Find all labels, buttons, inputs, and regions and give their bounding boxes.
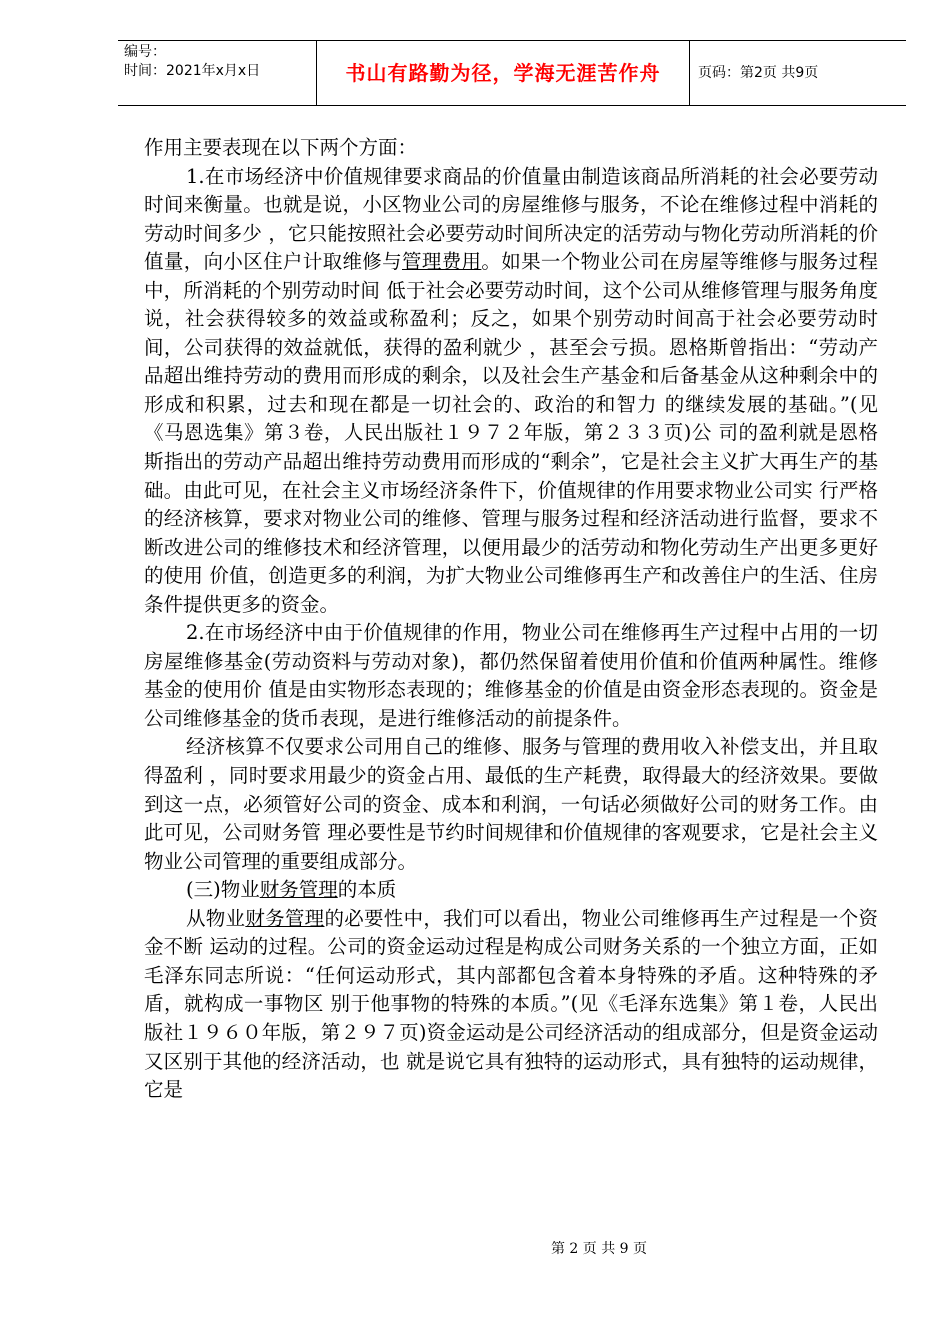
text-run: 。如果一个物业公司在房屋等维修与服务过程中，所消耗的个别劳动时间 低于社会必要劳动时间，这个公司从维修管理与服务角度说，社会获得较多的效益或称盈利；反之，如果个别劳动时间高于社会必要劳动时间，公司获得的效益就低，获得的盈利就少 ，甚至会亏损。恩格斯曾指出：“劳动产品超出维持劳动的费用而形成的剩余，以及社会生产基金和后备基金从这种剩余中的形成和积累，过去和现在都是一切社会的、政治的和智力 的继续发展的基础。”(见《马恩选集》第３卷，人民出版社１９７２年版，第２３３页)公 司的盈利就是恩格斯指出的劳动产品超出维持劳动费用而形成的“剩余”，它是社会主义扩大再生产的基础。由此可见，在社会主义市场经济条件下，价值规律的作用要求物业公司实 行严格的经济核算，要求对物业公司的维修、管理与服务过程和经济活动进行监督，要求不断改进公司的维修技术和经济管理，以便用最少的活劳动和物化劳动生产出更多更好的使用 价值，创造更多的利润，为扩大物业公司维修再生产和改善住户的生活、住房条件提供更多的资金。 (144, 250, 878, 616)
header-page-info: 页码：第2页 共9页 (698, 65, 819, 81)
paragraph-point-1 (144, 163, 878, 620)
text-run: 从物业 (186, 906, 246, 930)
link-management-fees[interactable]: 管理费用 (402, 250, 482, 274)
header-motto: 书山有路勤为径，学海无涯苦作舟 (316, 41, 690, 105)
paragraph-intro: 作用主要表现在以下两个方面： (144, 136, 418, 159)
text-run: 的本质 (337, 878, 397, 902)
page-footer: 第 2 页 共 9 页 (550, 1241, 648, 1257)
link-financial-management[interactable]: 财务管理 (259, 878, 338, 902)
time-label: 时间：2021年x月x日 (124, 63, 261, 79)
text-run: 1.在市场经济中价值规律要求商品的价值量由制造该商品所消耗的社会必要劳动时间来衡量。也就是说，小区物业公司的房屋维修与服务，不论在维修过程中消耗的劳动时间多少 ，它只能按照社会必要劳动时间所决定的活劳动与物化劳动所消耗的价值量，向小区住户计取维修与 (144, 164, 878, 274)
serial-number-label: 编号： (124, 44, 166, 60)
text-run: 的必要性中，我们可以看出，物业公司维修再生产过程是一个资金不断 运动的过程。公司的资金运动过程是构成公司财务关系的一个独立方面，正如毛泽东同志所说：“任何运动形式，其内部都包含着本身特殊的矛盾。这种特殊的矛盾，就构成一事物区 别于他事物的特殊的本质。”(见《毛泽东选集》第１卷，人民出版社１９６０年版，第２９７页)资金运动是公司经济活动的组成部分，但是资金运动又区别于其他的经济活动，也 就是说它具有独特的运动形式，具有独特的运动规律，它是 (144, 906, 878, 1102)
header-meta (118, 41, 316, 105)
page-header (118, 40, 906, 106)
text-run: (三)物业 (186, 878, 260, 902)
link-financial-management-2[interactable]: 财务管理 (245, 906, 325, 930)
paragraph-point-2: 2.在市场经济中由于价值规律的作用，物业公司在维修再生产过程中占用的一切房屋维修基金(劳动资料与劳动对象)，都仍然保留着使用价值和价值两种属性。维修基金的使用价 值是由实物形态表现的；维修基金的价值是由资金形态表现的。资金是公司维修基金的货币表现，是进行维修活动的前提条件。 (144, 621, 878, 730)
paragraph-essence (144, 905, 878, 1105)
section-heading-essence (144, 876, 878, 905)
paragraph-accounting: 经济核算不仅要求公司用自己的维修、服务与管理的费用收入补偿支出，并且取得盈利 ，同时要求用最少的资金占用、最低的生产耗费，取得最大的经济效果。要做到这一点，必须管好公司的资金、成本和利润，一句话必须做好公司的财务工作。由此可见，公司财务管 理必要性是节约时间规律和价值规律的客观要求，它是社会主义物业公司管理的重要组成部分。 (144, 735, 878, 873)
document-body (144, 134, 878, 1105)
